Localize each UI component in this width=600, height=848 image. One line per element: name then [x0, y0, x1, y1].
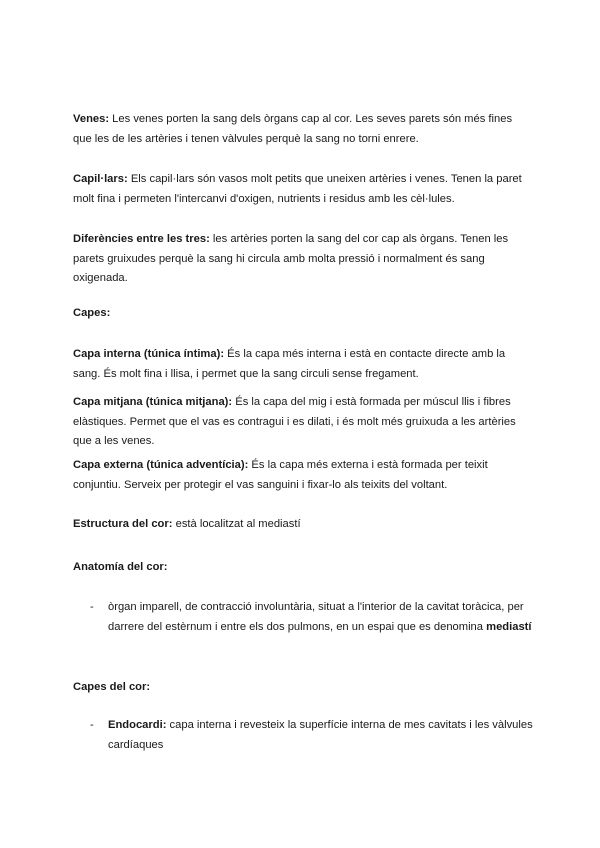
paragraph-venes — [73, 110, 533, 149]
list-item-anatomia-text — [108, 598, 535, 637]
term-endocardi: Endocardi: — [108, 719, 167, 731]
paragraph-diferencies — [73, 230, 533, 289]
text-estructura: està localitzat al mediastí — [172, 518, 301, 530]
paragraph-capa-externa — [73, 456, 533, 495]
paragraph-capillars — [73, 170, 533, 209]
list-item-endocardi-text — [108, 716, 535, 755]
text-capa-interna: És la capa més interna i està en contacte directe amb la sang. És molt fina i llisa, i permet que la sang circuli sense fregament. — [73, 348, 506, 380]
term-venes: Venes: — [73, 113, 110, 125]
heading-capes-cor: Capes del cor: — [73, 681, 151, 693]
heading-anatomia: Anatomía del cor: — [73, 561, 168, 573]
term-estructura: Estructura del cor: — [73, 518, 173, 530]
text-diferencies: les artèries porten la sang del cor cap als òrgans. Tenen les parets gruixudes perquè la sang hi circula amb molta pressió i normalment és sang oxigenada. — [73, 233, 509, 284]
anatomia-text: òrgan imparell, de contracció involuntària, situat a l'interior de la cavitat toràcica, per darrere del estèrnum i entre els dos pulmons, en un espai que es denomina — [108, 601, 524, 633]
term-capillars: Capil·lars: — [73, 173, 128, 185]
text-endocardi: capa interna i revesteix la superfície interna de mes cavitats i les vàlvules cardíaques — [108, 719, 533, 751]
list-dash: - — [90, 601, 94, 613]
text-capa-externa: És la capa més externa i està formada per teixit conjuntiu. Serveix per protegir el vas sanguini i fixar-lo als teixits del voltant. — [73, 459, 488, 491]
list-item-anatomia — [90, 598, 535, 637]
text-capa-mitjana: És la capa del mig i està formada per múscul llis i fibres elàstiques. Permet que el vas es contragui i es dilati, i és molt més gruixuda a les artèries que a les venes. — [73, 396, 516, 447]
text-capillars: Els capil·lars són vasos molt petits que uneixen artèries i venes. Tenen la paret molt fina i permeten l'intercanvi d'oxigen, nutrients i residus amb les cèl·lules. — [73, 173, 522, 205]
list-item-endocardi — [90, 716, 535, 755]
term-capa-interna: Capa interna (túnica íntima): — [73, 348, 225, 360]
text-venes: Les venes porten la sang dels òrgans cap al cor. Les seves parets són més fines que les de les artèries i tenen vàlvules perquè la sang no torni enrere. — [73, 113, 513, 145]
paragraph-capa-interna — [73, 345, 533, 384]
paragraph-estructura — [73, 515, 533, 535]
term-diferencies: Diferències entre les tres: — [73, 233, 210, 245]
paragraph-capa-mitjana — [73, 393, 533, 452]
anatomia-bold: mediastí — [486, 620, 532, 633]
term-capa-mitjana: Capa mitjana (túnica mitjana): — [73, 396, 233, 408]
term-capa-externa: Capa externa (túnica adventícia): — [73, 459, 249, 471]
list-dash: - — [90, 719, 94, 731]
heading-capes: Capes: — [73, 307, 111, 319]
